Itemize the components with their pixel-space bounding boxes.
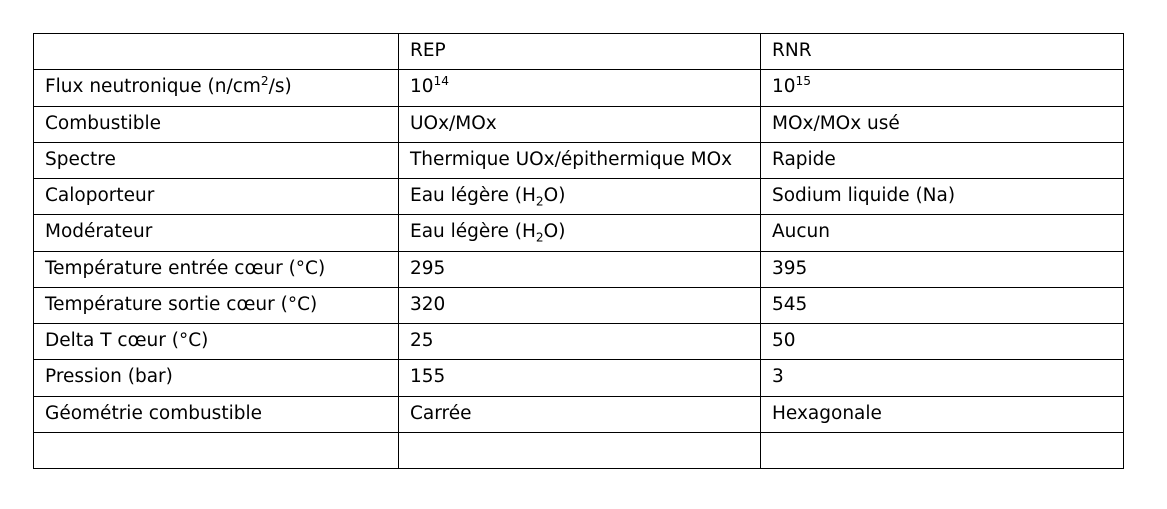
row-label-geometrie-combustible: Géométrie combustible — [34, 396, 399, 432]
cell-rep-moderateur — [399, 215, 761, 251]
row-label-moderateur: Modérateur — [34, 215, 399, 251]
value-subscript: 2 — [535, 231, 544, 246]
cell-rnr-empty — [761, 432, 1124, 468]
table-row — [34, 70, 1124, 106]
value-prefix: Eau légère (H — [410, 221, 536, 243]
cell-rnr-temperature-sortie-coeur: 545 — [761, 287, 1124, 323]
row-label-temperature-sortie-coeur: Température sortie cœur (°C) — [34, 287, 399, 323]
table-row — [34, 251, 1124, 287]
cell-rnr-spectre: Rapide — [761, 142, 1124, 178]
row-label-caloporteur: Caloporteur — [34, 179, 399, 215]
comparison-table — [33, 33, 1124, 469]
cell-rep-flux-neutronique — [399, 70, 761, 106]
row-label-combustible: Combustible — [34, 106, 399, 142]
value-superscript: 14 — [433, 74, 450, 89]
table-row — [34, 360, 1124, 396]
label-text-tail: /s) — [268, 76, 292, 98]
table-row — [34, 287, 1124, 323]
cell-rep-spectre: Thermique UOx/épithermique MOx — [399, 142, 761, 178]
cell-rnr-temperature-entree-coeur: 395 — [761, 251, 1124, 287]
header-cell-rnr: RNR — [761, 34, 1124, 70]
cell-rep-temperature-entree-coeur: 295 — [399, 251, 761, 287]
table-row — [34, 106, 1124, 142]
cell-rnr-combustible: MOx/MOx usé — [761, 106, 1124, 142]
table-container — [33, 33, 1123, 469]
table-row — [34, 324, 1124, 360]
cell-rnr-moderateur: Aucun — [761, 215, 1124, 251]
cell-rep-caloporteur — [399, 179, 761, 215]
header-cell-blank — [34, 34, 399, 70]
cell-rnr-delta-t-coeur: 50 — [761, 324, 1124, 360]
value-base: 10 — [772, 76, 796, 98]
row-label-delta-t-coeur: Delta T cœur (°C) — [34, 324, 399, 360]
row-label-flux-neutronique — [34, 70, 399, 106]
row-label-temperature-entree-coeur: Température entrée cœur (°C) — [34, 251, 399, 287]
value-prefix: Eau légère (H — [410, 185, 536, 207]
value-superscript: 15 — [795, 74, 812, 89]
cell-rnr-geometrie-combustible: Hexagonale — [761, 396, 1124, 432]
table-header-row — [34, 34, 1124, 70]
table-row — [34, 215, 1124, 251]
label-text: Flux neutronique (n/cm — [45, 76, 261, 98]
table-row — [34, 142, 1124, 178]
cell-rep-pression: 155 — [399, 360, 761, 396]
value-suffix: O) — [543, 221, 566, 243]
row-label-pression: Pression (bar) — [34, 360, 399, 396]
header-cell-rep: REP — [399, 34, 761, 70]
value-subscript: 2 — [535, 194, 544, 209]
table-row — [34, 396, 1124, 432]
value-suffix: O) — [543, 185, 566, 207]
cell-rep-combustible: UOx/MOx — [399, 106, 761, 142]
value-base: 10 — [410, 76, 434, 98]
table-row — [34, 179, 1124, 215]
cell-rep-temperature-sortie-coeur: 320 — [399, 287, 761, 323]
cell-rnr-flux-neutronique — [761, 70, 1124, 106]
table-row-empty — [34, 432, 1124, 468]
row-label-spectre: Spectre — [34, 142, 399, 178]
cell-rnr-caloporteur: Sodium liquide (Na) — [761, 179, 1124, 215]
row-label-empty — [34, 432, 399, 468]
cell-rep-geometrie-combustible: Carrée — [399, 396, 761, 432]
cell-rep-empty — [399, 432, 761, 468]
label-superscript: 2 — [260, 74, 269, 89]
cell-rep-delta-t-coeur: 25 — [399, 324, 761, 360]
cell-rnr-pression: 3 — [761, 360, 1124, 396]
